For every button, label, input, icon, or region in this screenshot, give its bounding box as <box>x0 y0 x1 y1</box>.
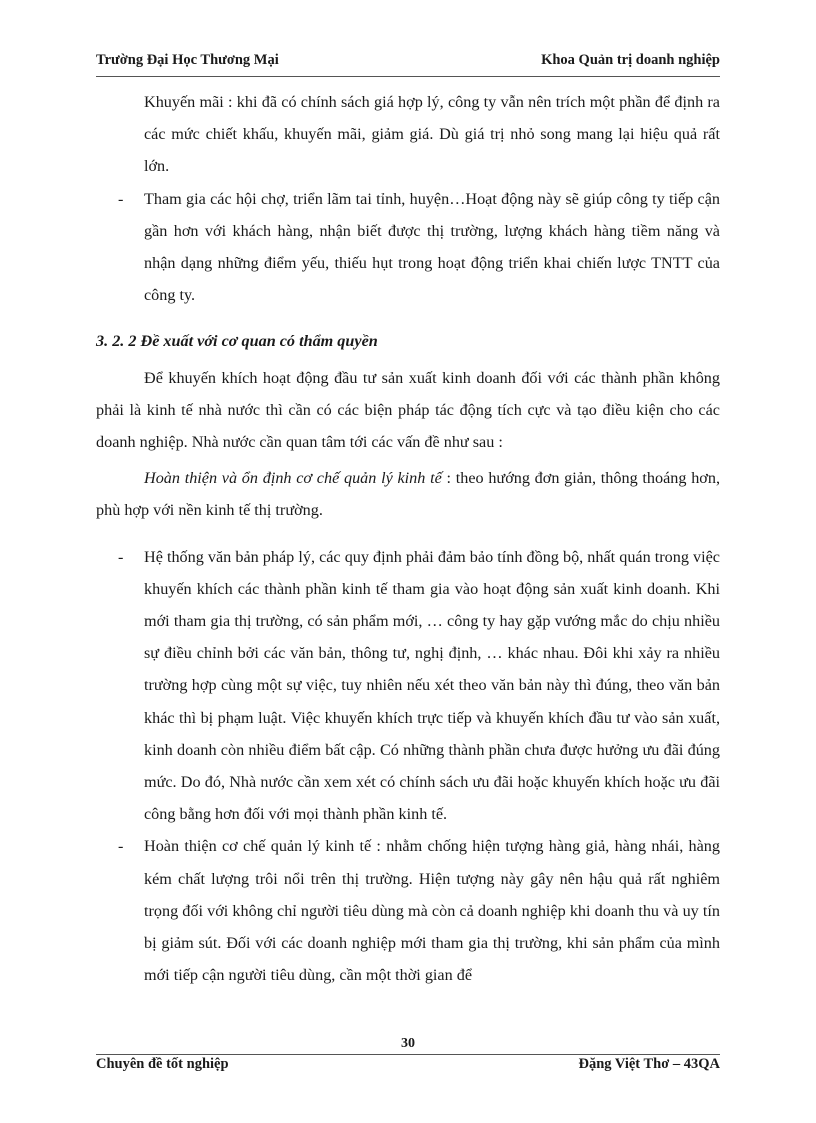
footer-rule <box>96 1054 720 1055</box>
paragraph-intro: Để khuyến khích hoạt động đầu tư sản xuất kinh doanh đối với các thành phần không phải là kinh tế nhà nước thì cần có các biện pháp tác động tích cực và tạo điều kiện cho các doanh nghiệp. Nhà nước cần quan tâm tới các vấn đề như sau : <box>96 368 720 452</box>
page-number: 30 <box>401 1036 415 1051</box>
list-item-text: Hoàn thiện cơ chế quản lý kinh tế : nhằm chống hiện tượng hàng giả, hàng nhái, hàng kém chất lượng trôi nổi trên thị trường. Hiện tượng này gây nên hậu quả rất nghiêm trọng đối với không chỉ người tiêu dùng mà còn cả doanh nghiệp khi doanh thu và uy tín bị giảm sút. Đối với các doanh nghiệp mới tham gia thị trường, khi sản phẩm của mình mới tiếp cận người tiêu dùng, cần một thời gian để <box>144 837 720 985</box>
list-item <box>96 541 720 831</box>
header-rule <box>96 76 720 77</box>
list-item-text: Hệ thống văn bản pháp lý, các quy định phải đảm bảo tính đồng bộ, nhất quán trong việc khuyến khích các thành phần kinh tế tham gia vào hoạt động sản xuất kinh doanh. Khi mới tham gia thị trường, có sản phẩm mới, … công ty hay gặp vướng mắc do chịu nhiều sự điều chỉnh bởi các văn bản, thông tư, nghị định, … khác nhau. Đôi khi xảy ra nhiều trường hợp cùng một sự việc, tuy nhiên nếu xét theo văn bản này thì đúng, theo văn bản khác thì bị phạm luật. Việc khuyến khích trực tiếp và khuyến khích đầu tư vào sản xuất, kinh doanh còn nhiều điểm bất cập. Có những thành phần chưa được hưởng ưu đãi đúng mức. Do đó, Nhà nước cần xem xét có chính sách ưu đãi hoặc khuyến khích hoặc ưu đãi công bằng hơn đối với mọi thành phần kinh tế. <box>144 547 720 824</box>
page-header <box>96 52 720 72</box>
document-body <box>96 86 720 991</box>
page-footer <box>96 1056 720 1076</box>
footer-author: Đặng Việt Thơ – 43QA <box>578 1056 720 1072</box>
policy-title: Hoàn thiện và ổn định cơ chế quản lý kinh tế <box>144 469 442 488</box>
header-faculty: Khoa Quản trị doanh nghiệp <box>541 52 720 68</box>
bullet-dash: - <box>118 547 124 566</box>
policy-text: : theo hướng đơn giản, thông thoáng hơn, phù hợp với nền kinh tế thị trường. <box>96 469 720 520</box>
paragraph-promotion: Khuyến mãi : khi đã có chính sách giá hợp lý, công ty vẫn nên trích một phần để định ra các mức chiết khấu, khuyến mãi, giảm giá. Dù giá trị nhỏ song mang lại hiệu quả rất lớn. <box>144 93 720 176</box>
bullet-dash: - <box>118 189 124 208</box>
paragraph-policy <box>96 462 720 526</box>
section-heading: 3. 2. 2 Đề xuất với cơ quan có thẩm quyền <box>96 332 378 351</box>
bullet-dash: - <box>118 837 124 856</box>
footer-title: Chuyên đề tốt nghiệp <box>96 1056 229 1072</box>
list-item <box>96 830 720 991</box>
header-school: Trường Đại Học Thương Mại <box>96 52 279 68</box>
list-item-text: Tham gia các hội chợ, triển lãm tai tỉnh, huyện…Hoạt động này sẽ giúp công ty tiếp cận gần hơn với khách hàng, nhận biết được thị trường, lượng khách hàng tiềm năng và nhận dạng những điểm yếu, thiếu hụt trong hoạt động triển khai chiến lược TNTT của công ty. <box>144 189 720 305</box>
spacer <box>96 527 720 541</box>
list-item <box>96 183 720 312</box>
